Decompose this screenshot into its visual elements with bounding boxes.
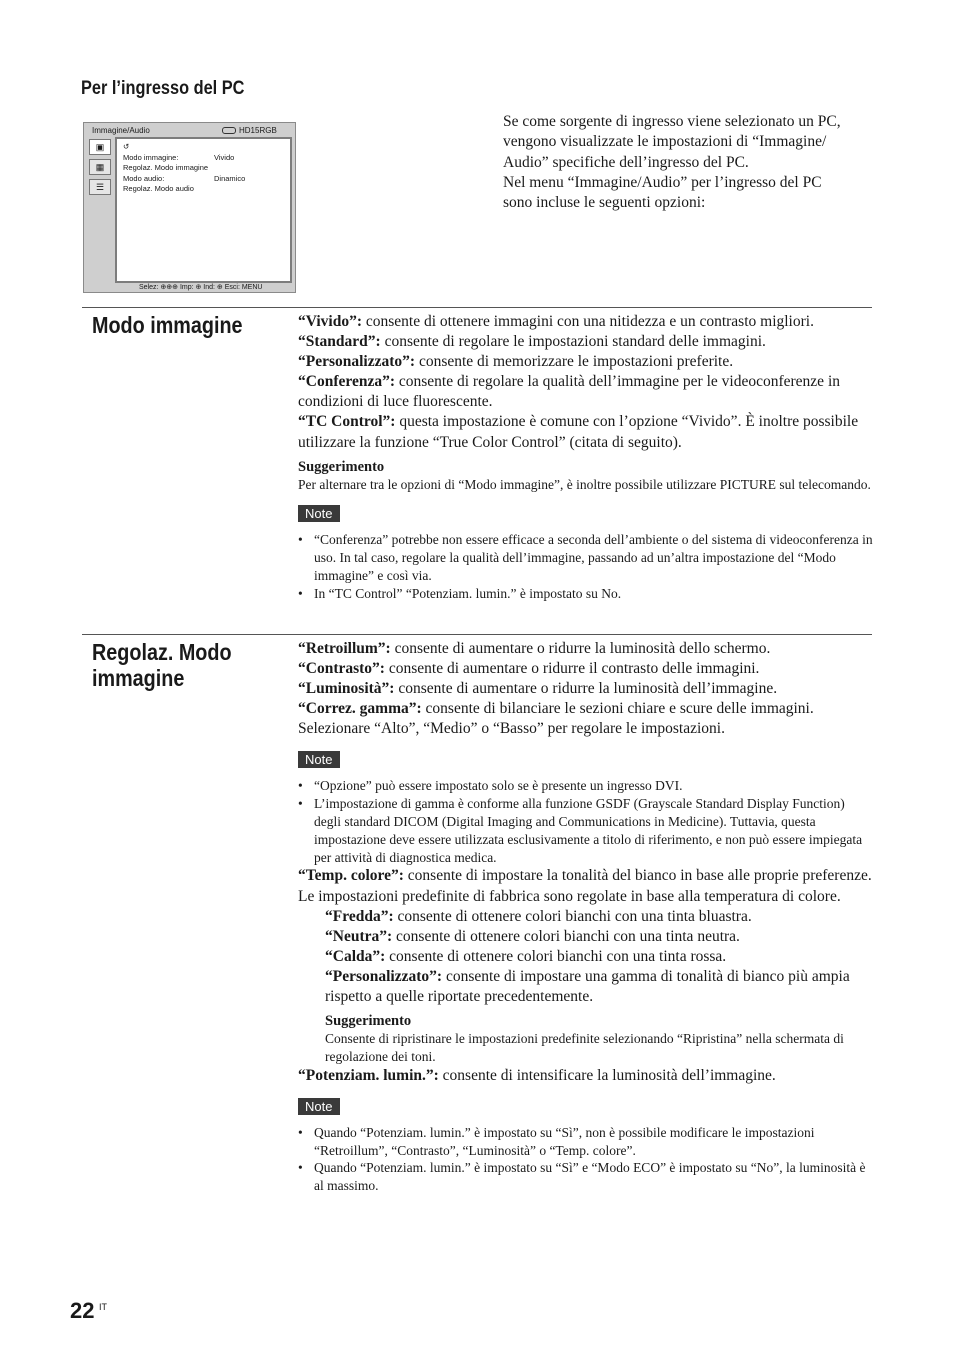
definition-text: consente di ottenere colori bianchi con una tinta rossa. bbox=[385, 947, 727, 965]
screen-row-label: Regolaz. Modo audio bbox=[123, 184, 194, 193]
input-name: HD15RGB bbox=[239, 126, 277, 135]
tip-title: Suggerimento bbox=[325, 1013, 412, 1030]
intro-line: sono incluse le seguenti opzioni: bbox=[503, 194, 706, 212]
page-language: IT bbox=[99, 1302, 107, 1312]
note-list bbox=[298, 531, 873, 602]
definition-term: “Potenziam. lumin.”: bbox=[298, 1066, 439, 1084]
tip-title: Suggerimento bbox=[298, 458, 385, 475]
note-list bbox=[298, 777, 873, 866]
definition-term: “TC Control”: bbox=[298, 413, 396, 431]
input-jack-icon bbox=[222, 127, 236, 134]
definition-item bbox=[298, 866, 873, 906]
definition-item bbox=[298, 1066, 873, 1086]
definition-text: consente di aumentare o ridurre la luminosità dello schermo. bbox=[390, 640, 771, 657]
definition-term: “Vivido”: bbox=[298, 313, 363, 330]
definition-term: “Contrasto”: bbox=[298, 660, 385, 678]
definition-item bbox=[298, 679, 873, 699]
screen-row-label: Modo immagine: bbox=[123, 153, 179, 162]
definition-text: consente di regolare la qualità dell’immagine per le videoconferenze in condizioni di luce fluorescente. bbox=[298, 373, 840, 411]
screen-input-label bbox=[222, 126, 277, 135]
menu-screen-illustration bbox=[83, 122, 296, 293]
note-label: Note bbox=[298, 751, 340, 768]
back-icon: ↺ bbox=[123, 142, 130, 151]
section1-body bbox=[298, 312, 873, 603]
definition-term: “Fredda”: bbox=[325, 907, 394, 925]
definition-item bbox=[325, 927, 873, 947]
section-title-line: Regolaz. Modo bbox=[92, 639, 232, 665]
definition-text: consente di memorizzare le impostazioni preferite. bbox=[415, 353, 734, 371]
definition-item bbox=[298, 332, 873, 352]
definition-term: “Neutra”: bbox=[325, 927, 393, 945]
section-heading-pc-input: Per l’ingresso del PC bbox=[81, 78, 245, 99]
intro-line: Se come sorgente di ingresso viene selezionato un PC, bbox=[503, 113, 841, 130]
picture-menu-icon: ▣ bbox=[89, 139, 111, 155]
screen-row-label: Regolaz. Modo immagine bbox=[123, 163, 209, 172]
definition-term: “Correz. gamma”: bbox=[298, 700, 422, 718]
definition-term: “Standard”: bbox=[298, 333, 381, 351]
definition-item bbox=[298, 659, 873, 679]
definition-text: consente di aumentare o ridurre la luminosità dell’immagine. bbox=[394, 680, 778, 698]
intro-paragraph bbox=[503, 112, 878, 213]
definition-text: consente di ottenere colori bianchi con una tinta bluastra. bbox=[393, 907, 752, 925]
definition-text: consente di impostare una gamma di tonalità di bianco più ampia rispetto a quelle riportate precedentemente. bbox=[325, 967, 850, 1006]
definition-item bbox=[298, 372, 873, 412]
temp-color-options bbox=[298, 907, 873, 1066]
definition-term: “Calda”: bbox=[325, 947, 386, 965]
note-item: • “Conferenza” potrebbe non essere efficace a seconda dell’ambiente o del sistema di videoconferenza in uso. In tal caso, regolare la qualità dell’immagine, passando ad un’altra impostazione del “Modo immagine” e così via. bbox=[298, 531, 873, 584]
definition-text: questa impostazione è comune con l’opzione “Vivido”. È inoltre possibile utilizzare la funzione “True Color Control” (citata di seguito). bbox=[298, 413, 859, 451]
definition-term: “Conferenza”: bbox=[298, 373, 395, 391]
section-title-modo-immagine: Modo immagine bbox=[92, 312, 243, 338]
setup-menu-icon: ☰ bbox=[89, 179, 111, 195]
intro-line: Audio” specifiche dell’ingresso del PC. bbox=[503, 153, 749, 171]
intro-line: Nel menu “Immagine/Audio” per l’ingresso del PC bbox=[503, 173, 822, 191]
definition-text: consente di ottenere colori bianchi con una tinta neutra. bbox=[392, 927, 740, 945]
definition-text: consente di impostare la tonalità del bianco in base alle proprie preferenze. Le impostazioni predefinite di fabbrica sono regolate in base alla temperatura di colore. bbox=[298, 867, 872, 905]
definition-item bbox=[298, 312, 873, 332]
definition-term: “Personalizzato”: bbox=[325, 967, 443, 985]
definition-item bbox=[298, 412, 873, 452]
definition-text: consente di aumentare o ridurre il contrasto delle immagini. bbox=[384, 660, 760, 678]
definition-text: consente di bilanciare le sezioni chiare e scure delle immagini. Selezionare “Alto”, “Medio” o “Basso” per regolare le impostazioni. bbox=[298, 700, 814, 738]
definition-item bbox=[298, 352, 873, 372]
section-title-regolaz-modo-immagine bbox=[92, 639, 232, 691]
note-label: Note bbox=[298, 505, 340, 522]
screen-row-label: Modo audio: bbox=[123, 174, 165, 183]
screen-row-value: Dinamico bbox=[214, 174, 246, 183]
page-number: 22 bbox=[70, 1298, 95, 1323]
definition-item bbox=[298, 639, 873, 659]
screen-row-value: Vivido bbox=[214, 153, 235, 162]
definition-item bbox=[325, 967, 873, 1007]
definition-text: consente di ottenere immagini con una nitidezza e un contrasto migliori. bbox=[362, 313, 814, 330]
definition-term: “Luminosità”: bbox=[298, 680, 395, 698]
screen-menu-icons bbox=[89, 139, 112, 199]
screen-menu-panel bbox=[115, 137, 292, 283]
definition-term: “Temp. colore”: bbox=[298, 867, 404, 885]
tip-text: Per alternare tra le opzioni di “Modo immagine”, è inoltre possibile utilizzare PICTURE sul telecomando. bbox=[298, 476, 871, 492]
note-list bbox=[298, 1124, 873, 1195]
screen-menu-icon: ▦ bbox=[89, 159, 111, 175]
section-title-line: immagine bbox=[92, 665, 185, 691]
definition-text: consente di regolare le impostazioni standard delle immagini. bbox=[380, 333, 766, 351]
note-item: • “Opzione” può essere impostato solo se è presente un ingresso DVI. bbox=[298, 777, 873, 795]
screen-menu-title: Immagine/Audio bbox=[92, 126, 150, 135]
tip-text: Consente di ripristinare le impostazioni predefinite selezionando “Ripristina” nella schermata di regolazione dei toni. bbox=[325, 1031, 844, 1064]
definition-term: “Retroillum”: bbox=[298, 640, 391, 657]
definition-term: “Personalizzato”: bbox=[298, 353, 416, 371]
note-item: • Quando “Potenziam. lumin.” è impostato su “Sì” e “Modo ECO” è impostato su “No”, la luminosità è al massimo. bbox=[298, 1159, 873, 1195]
definition-text: consente di intensificare la luminosità dell’immagine. bbox=[438, 1066, 776, 1084]
note-item: • Quando “Potenziam. lumin.” è impostato su “Sì”, non è possibile modificare le impostazioni “Retroillum”, “Contrasto”, “Luminosità” o “Temp. colore”. bbox=[298, 1124, 873, 1160]
intro-line: vengono visualizzate le impostazioni di “Immagine/ bbox=[503, 133, 827, 151]
note-label: Note bbox=[298, 1098, 340, 1115]
screen-footer-hints: Selez: ⊕⊕⊕ Imp: ⊕ Ind: ⊕ Esci: MENU bbox=[139, 284, 263, 291]
note-item: • L’impostazione di gamma è conforme alla funzione GSDF (Grayscale Standard Display Function) degli standard DICOM (Digital Imaging and Communications in Medicine). Tuttavia, questa impostazione deve essere utilizzata esclusivamente a titolo di riferimento, e non può essere impiegata per attività di diagnostica medica. bbox=[298, 795, 873, 866]
note-item: • In “TC Control” “Potenziam. lumin.” è impostato su No. bbox=[298, 585, 873, 603]
definition-item bbox=[298, 699, 873, 739]
divider bbox=[82, 634, 872, 635]
divider bbox=[82, 307, 872, 308]
definition-item bbox=[325, 947, 873, 967]
section2-body bbox=[298, 639, 873, 1195]
definition-item bbox=[325, 907, 873, 927]
